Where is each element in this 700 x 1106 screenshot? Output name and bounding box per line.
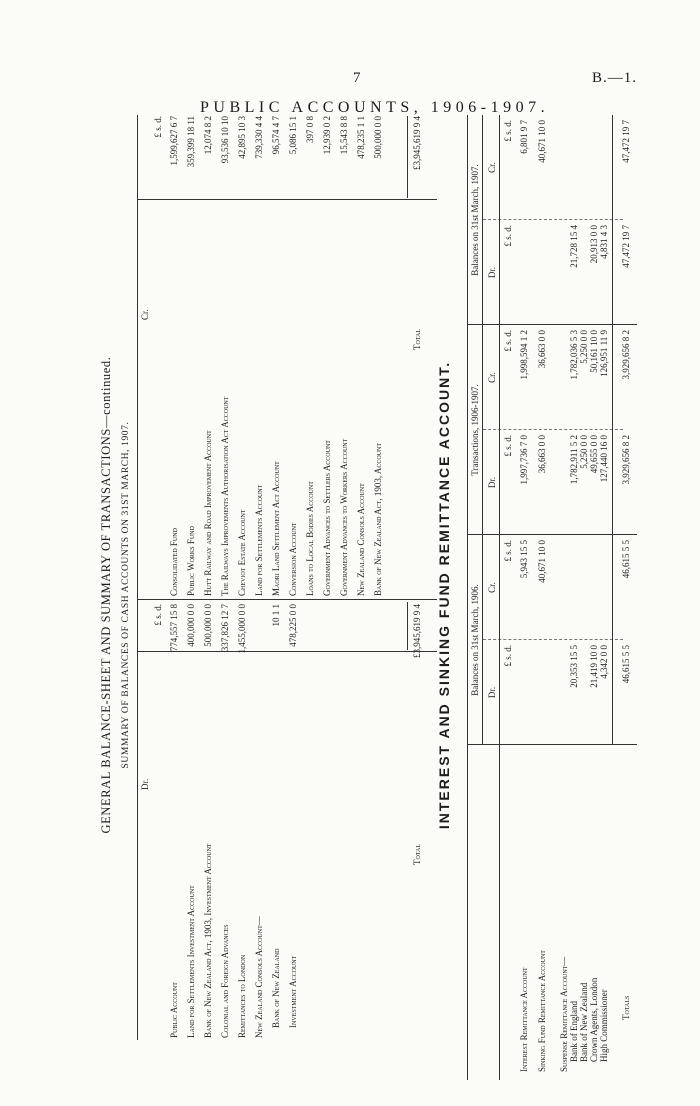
totals-rule: [612, 115, 613, 745]
cr-row-amount: 359,399 18 11: [186, 116, 196, 168]
unit-heading: £ s. d.: [503, 540, 513, 562]
dr-row-label: Public Account: [169, 982, 179, 1038]
dr-heading: Dr.: [487, 686, 497, 699]
cr-row-amount: 1,599,627 6 7: [169, 116, 179, 166]
cr-row-label: Bank of New Zealand Act, 1903, Account: [373, 443, 383, 596]
dr-unit-heading: £ s. d.: [153, 604, 163, 626]
cr-row-label: Conversion Account: [288, 522, 298, 596]
dr-row-amount: 1,455,000 0 0: [237, 604, 247, 654]
cr-row-amount: 739,330 4 4: [254, 116, 264, 159]
balance-sheet-subtitle: SUMMARY OF BALANCES OF CASH ACCOUNTS ON 31ST MARCH, 1907.: [121, 421, 131, 769]
cell-tx-dr: 1,997,736 7 0: [519, 435, 529, 485]
rotated-document-body: [85, 110, 645, 1080]
dr-row-amount: 774,557 15 8: [169, 604, 179, 652]
cell-tx-cr: 126,951 11 9: [599, 330, 609, 377]
dr-row-label: Colonial and Foreign Advances: [220, 924, 230, 1038]
cr-row-label: Cheviot Estate Account: [237, 509, 247, 596]
cr-row-label: Public Works Fund: [186, 526, 196, 596]
cr-row-amount: 12,939 0 2: [322, 116, 332, 155]
cell-tx-dr: 5,250 0 0: [579, 435, 589, 469]
cell-1906-dr: 4,342 0 0: [599, 645, 609, 679]
total-tx-cr: 3,929,656 8 2: [621, 330, 631, 380]
dr-amount-left-rule: [137, 651, 437, 652]
unit-heading: £ s. d.: [503, 225, 513, 247]
unit-heading: £ s. d.: [503, 645, 513, 667]
cell-1907-dr: 21,728 15 4: [569, 225, 579, 268]
dr-row-label: Bank of New Zealand: [271, 948, 281, 1028]
cr-row-label: The Railways Improvements Authorisation Act Account: [220, 396, 230, 596]
cr-row-label: New Zealand Consols Account: [356, 483, 366, 596]
total-1907-cr: 47,472 19 7: [621, 120, 631, 163]
cr-heading: Cr.: [487, 372, 497, 383]
rule: [482, 115, 483, 745]
cell-tx-dr: 127,440 16 0: [599, 435, 609, 483]
total-tx-dr: 3,929,656 8 2: [621, 435, 631, 485]
cell-tx-cr: 1,998,594 1 2: [519, 330, 529, 380]
cell-tx-dr: 1,782,911 5 2: [569, 435, 579, 485]
cr-row-amount: 42,895 10 3: [237, 116, 247, 159]
cr-row-label: Loans to Local Bodies Account: [305, 481, 315, 596]
cr-heading: Cr.: [487, 582, 497, 593]
cell-1906-cr: 5,943 15 5: [519, 540, 529, 579]
cell-1907-dr: 4,831 4 3: [599, 225, 609, 259]
cell-1906-dr: 20,353 15 5: [569, 645, 579, 688]
dr-row-label: Land for Settlements Investment Account: [186, 885, 196, 1038]
total-1907-dr: 47,472 19 7: [621, 225, 631, 268]
cr-row-amount: 478,235 1 1: [356, 116, 366, 159]
cr-row-label: Consolidated Fund: [169, 528, 179, 596]
balance-sheet-title: GENERAL BALANCE-SHEET AND SUMMARY OF TRANSACTIONS—continued.: [99, 356, 113, 834]
cr-row-label: Maori Land Settlement Act Account: [271, 461, 281, 596]
remittance-row-label: Interest Remittance Account: [519, 967, 529, 1072]
cell-tx-cr: 50,161 10 0: [589, 330, 599, 373]
cr-row-amount: 96,574 4 7: [271, 116, 281, 155]
dr-row-label: New Zealand Consols Account—: [254, 916, 264, 1038]
cr-row-amount: 93,536 10 10: [220, 116, 230, 164]
remittance-row-label: High Commissioner: [599, 989, 609, 1062]
remittance-row-label: Bank of New Zealand: [579, 982, 589, 1062]
cr-row-amount: 500,000 0 0: [373, 116, 383, 159]
cr-total-amount: £3,945,619 9 4: [412, 116, 422, 170]
remittance-row-label: Sinking Fund Remittance Account: [537, 950, 547, 1072]
cell-1906-cr: 40,671 10 0: [537, 540, 547, 583]
center-divider: [137, 599, 437, 600]
cr-row-amount: 12,074 8 2: [203, 116, 213, 155]
remittance-row-label: Suspense Remittance Account—: [559, 956, 569, 1072]
cell-tx-cr: 1,782,036 5 3: [569, 330, 579, 380]
cr-heading: Cr.: [140, 309, 150, 320]
total-1906-dr: 46,615 5 5: [621, 645, 631, 684]
remittance-row-label: Bank of England: [569, 1001, 579, 1062]
cell-1907-cr: 40,671 10 0: [537, 120, 547, 163]
dr-row-label: Bank of New Zealand Act, 1903, Investment Account: [203, 843, 213, 1038]
unit-heading: £ s. d.: [503, 435, 513, 457]
cell-tx-cr: 5,250 0 0: [579, 330, 589, 364]
dr-heading: Dr.: [140, 778, 150, 790]
dr-total-label: Total: [412, 843, 422, 865]
dr-row-amount: 500,000 0 0: [203, 604, 213, 647]
cr-row-amount: 15,543 8 8: [339, 116, 349, 155]
page-reference: B.—1.: [592, 70, 638, 86]
remittance-row-label: Crown Agents, London: [589, 977, 599, 1062]
rule: [467, 115, 468, 1080]
cr-total-rule: [407, 116, 408, 198]
page-number: 7: [353, 70, 361, 86]
total-1906-cr: 46,615 5 5: [621, 540, 631, 579]
group-header-1906: Balances on 31st March, 1906.: [470, 584, 480, 696]
cell-tx-dr: 36,663 0 0: [537, 435, 547, 474]
cell-1907-dr: 20,913 0 0: [589, 225, 599, 264]
cr-row-label: Hutt Railway and Road Improvement Account: [203, 430, 213, 596]
cr-row-label: Government Advances to Settlers Account: [322, 440, 332, 596]
dr-total-amount: £3,945,619 9 4: [412, 604, 422, 658]
dr-row-label: Investment Account: [288, 955, 298, 1028]
cr-row-label: Land for Settlements Account: [254, 484, 264, 596]
unit-heading: £ s. d.: [503, 120, 513, 142]
cell-1906-dr: 21,419 10 0: [589, 645, 599, 688]
dr-row-amount: 478,225 0 0: [288, 604, 298, 647]
dr-row-amount: 337,826 12 7: [220, 604, 230, 652]
cr-total-label: Total: [412, 328, 422, 350]
cell-1907-cr: 6,801 9 7: [519, 120, 529, 154]
dr-row-label: Remittances to London: [237, 954, 247, 1038]
cr-unit-heading: £ s. d.: [153, 116, 163, 138]
page-title: PUBLIC ACCOUNTS, 1906-1907.: [200, 99, 550, 116]
rule: [499, 115, 500, 1080]
dr-total-rule: [407, 602, 408, 650]
unit-heading: £ s. d.: [503, 330, 513, 352]
cr-heading: Cr.: [487, 162, 497, 173]
cell-tx-cr: 36,663 0 0: [537, 330, 547, 369]
cell-tx-dr: 49,655 0 0: [589, 435, 599, 474]
cr-row-amount: 5,086 15 1: [288, 116, 298, 155]
dr-row-amount: 10 1 1: [271, 604, 281, 627]
totals-label: Totals: [621, 995, 631, 1020]
cr-row-label: Government Advances to Workers Account: [339, 438, 349, 596]
rule: [137, 115, 138, 1040]
cr-amount-left-rule: [137, 199, 437, 200]
cr-row-amount: 397 0 8: [305, 116, 315, 143]
dr-row-amount: 400,000 0 0: [186, 604, 196, 647]
remittance-title: INTEREST AND SINKING FUND REMITTANCE ACCOUNT.: [436, 360, 452, 830]
dr-heading: Dr.: [487, 476, 497, 489]
group-header-transactions: Transactions, 1906-1907.: [470, 384, 480, 476]
group-header-1907: Balances on 31st March, 1907.: [470, 164, 480, 276]
dr-heading: Dr.: [487, 266, 497, 279]
